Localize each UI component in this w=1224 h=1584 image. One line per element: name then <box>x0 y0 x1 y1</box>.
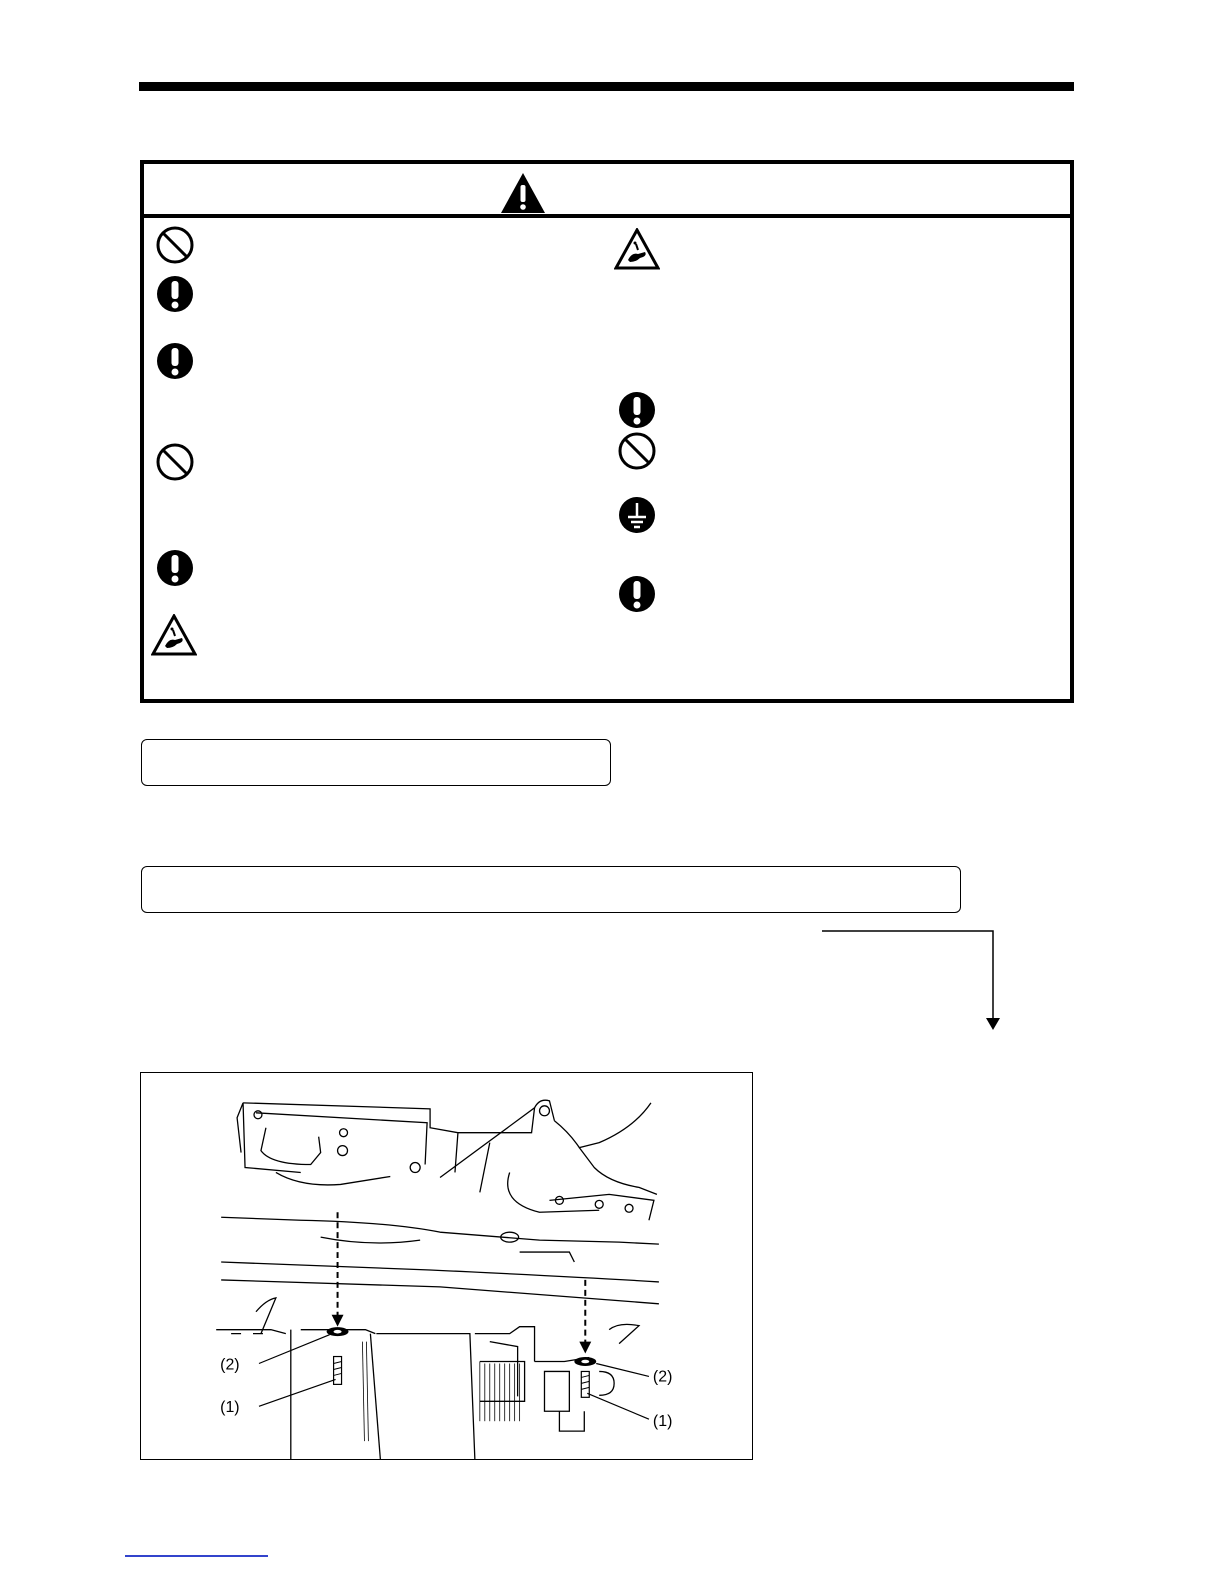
top-rule <box>139 82 1074 91</box>
prohibited-icon <box>617 431 657 471</box>
warning-header <box>144 164 1070 218</box>
hand-injury-hazard-icon <box>151 614 197 656</box>
prohibited-icon <box>155 442 195 482</box>
callout-washer-left: (2) <box>220 1356 240 1374</box>
flow-arrow <box>820 926 1010 1032</box>
subsection-heading-box <box>141 866 961 913</box>
warning-box <box>140 160 1074 703</box>
hand-injury-hazard-icon <box>614 228 660 270</box>
mandatory-action-icon <box>155 341 195 381</box>
installation-figure <box>140 1072 753 1460</box>
prohibited-icon <box>155 225 195 265</box>
callout-bolt-right: (1) <box>652 1413 673 1431</box>
footer-link-underline[interactable] <box>125 1555 268 1557</box>
machine-illustration <box>141 1073 752 1459</box>
mandatory-action-icon <box>617 390 657 430</box>
mandatory-action-icon <box>155 548 195 588</box>
callout-bolt-left: (1) <box>220 1399 240 1417</box>
mandatory-action-icon <box>617 574 657 614</box>
warning-triangle-icon <box>500 172 546 214</box>
mandatory-action-icon <box>155 274 195 314</box>
callout-washer-right: (2) <box>652 1368 673 1386</box>
ground-connection-icon <box>617 495 657 535</box>
section-heading-box <box>141 739 611 786</box>
